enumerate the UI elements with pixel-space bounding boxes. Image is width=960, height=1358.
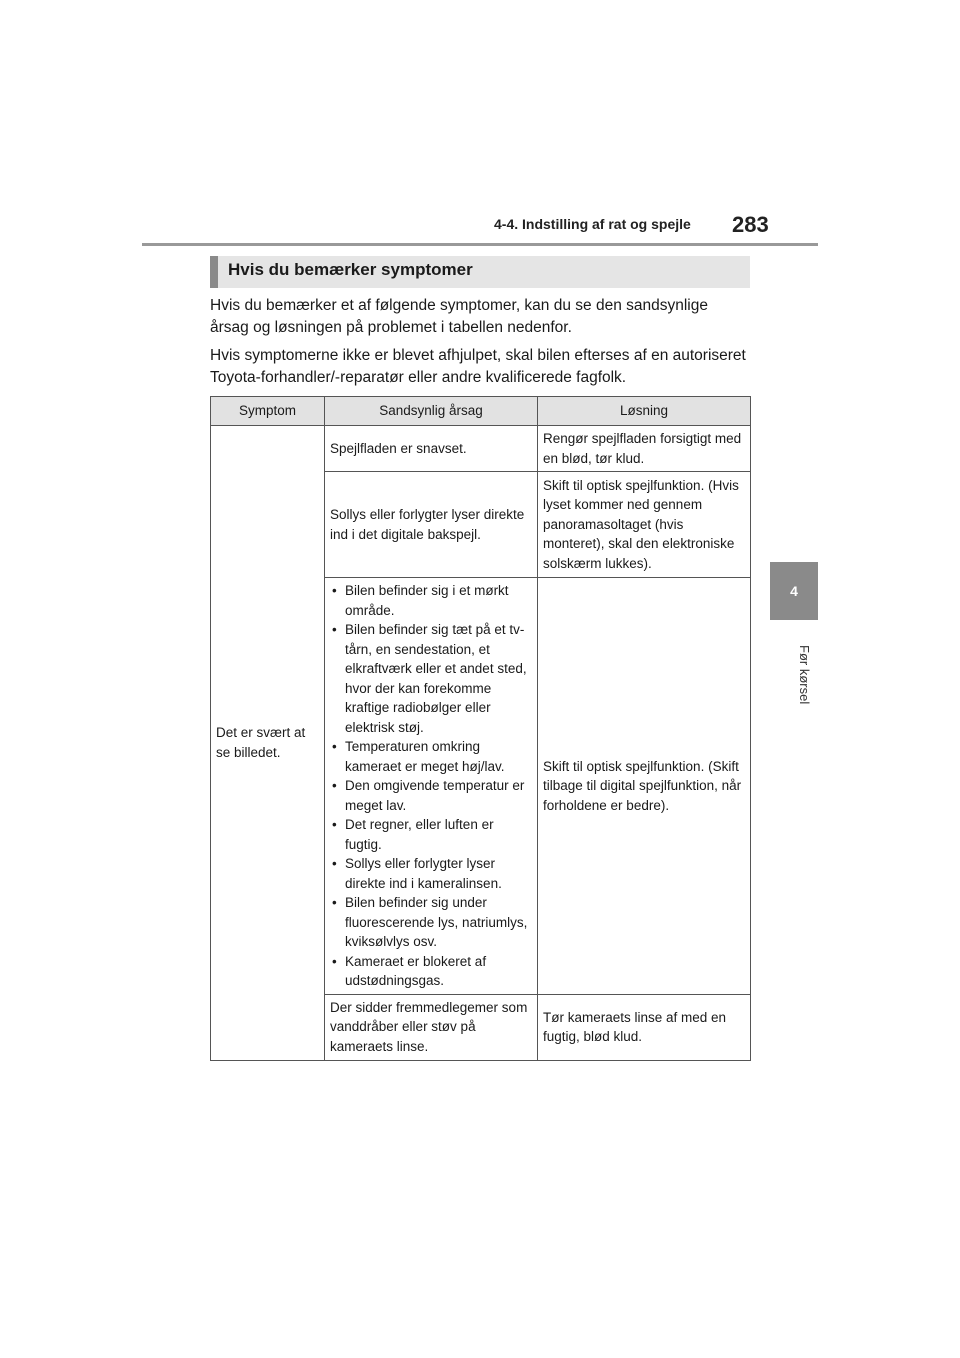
solution-cell: Rengør spejlfladen forsigtigt med en blød, tør klud.: [538, 426, 751, 472]
table-header-row: [211, 397, 751, 426]
list-item: • Det regner, eller luften er fugtig.: [330, 815, 532, 854]
page-number: 283: [732, 212, 769, 237]
cause-cell: [325, 578, 538, 995]
cause-list: [330, 581, 532, 991]
symptom-table: [210, 396, 751, 1061]
table-row: [211, 426, 751, 472]
list-item: • Kameraet er blokeret af udstødningsgas.: [330, 952, 532, 991]
column-header-solution: Løsning: [538, 397, 751, 426]
chapter-section-title: 4-4. Indstilling af rat og spejle: [494, 216, 691, 232]
chapter-tab-label: Før kørsel: [797, 645, 812, 705]
list-item: • Temperaturen omkring kameraet er meget høj/lav.: [330, 737, 532, 776]
solution-cell: Skift til optisk spejlfunktion. (Skift tilbage til digital spejlfunktion, når forholdene er bedre).: [538, 578, 751, 995]
list-item: • Den omgivende temperatur er meget lav.: [330, 776, 532, 815]
solution-cell: Skift til optisk spejlfunktion. (Hvis lyset kommer ned gennem panoramasoltaget (hvis monteret), skal den elektroniske solskærm lukkes).: [538, 472, 751, 578]
list-item: • Sollys eller forlygter lyser direkte ind i kameralinsen.: [330, 854, 532, 893]
column-header-symptom: Symptom: [211, 397, 325, 426]
cause-cell: Spejlfladen er snavset.: [325, 426, 538, 472]
cause-cell: Sollys eller forlygter lyser direkte ind i det digitale bakspejl.: [325, 472, 538, 578]
column-header-cause: Sandsynlig årsag: [325, 397, 538, 426]
chapter-tab: 4: [770, 562, 818, 620]
header-divider: [142, 243, 818, 246]
intro-paragraph: Hvis symptomerne ikke er blevet afhjulpet, skal bilen efterses af en autoriseret Toyota-forhandler/-reparatør eller andre kvalificerede fagfolk.: [210, 347, 746, 386]
list-item: • Bilen befinder sig i et mørkt område.: [330, 581, 532, 620]
section-heading: Hvis du bemærker symptomer: [210, 256, 750, 288]
intro-paragraph: Hvis du bemærker et af følgende symptomer, kan du se den sandsynlige årsag og løsningen på problemet i tabellen nedenfor.: [210, 297, 708, 336]
list-item: • Bilen befinder sig tæt på et tv-tårn, en sendestation, et elkraftværk eller et andet sted, hvor der kan forekomme kraftige radiobølger eller elektrisk støj.: [330, 620, 532, 737]
cause-cell: Der sidder fremmedlegemer som vanddråber eller støv på kameraets linse.: [325, 994, 538, 1060]
solution-cell: Tør kameraets linse af med en fugtig, blød klud.: [538, 994, 751, 1060]
symptom-cell: Det er svært at se billedet.: [211, 426, 325, 1061]
list-item: • Bilen befinder sig under fluorescerende lys, natriumlys, kviksølvlys osv.: [330, 893, 532, 952]
